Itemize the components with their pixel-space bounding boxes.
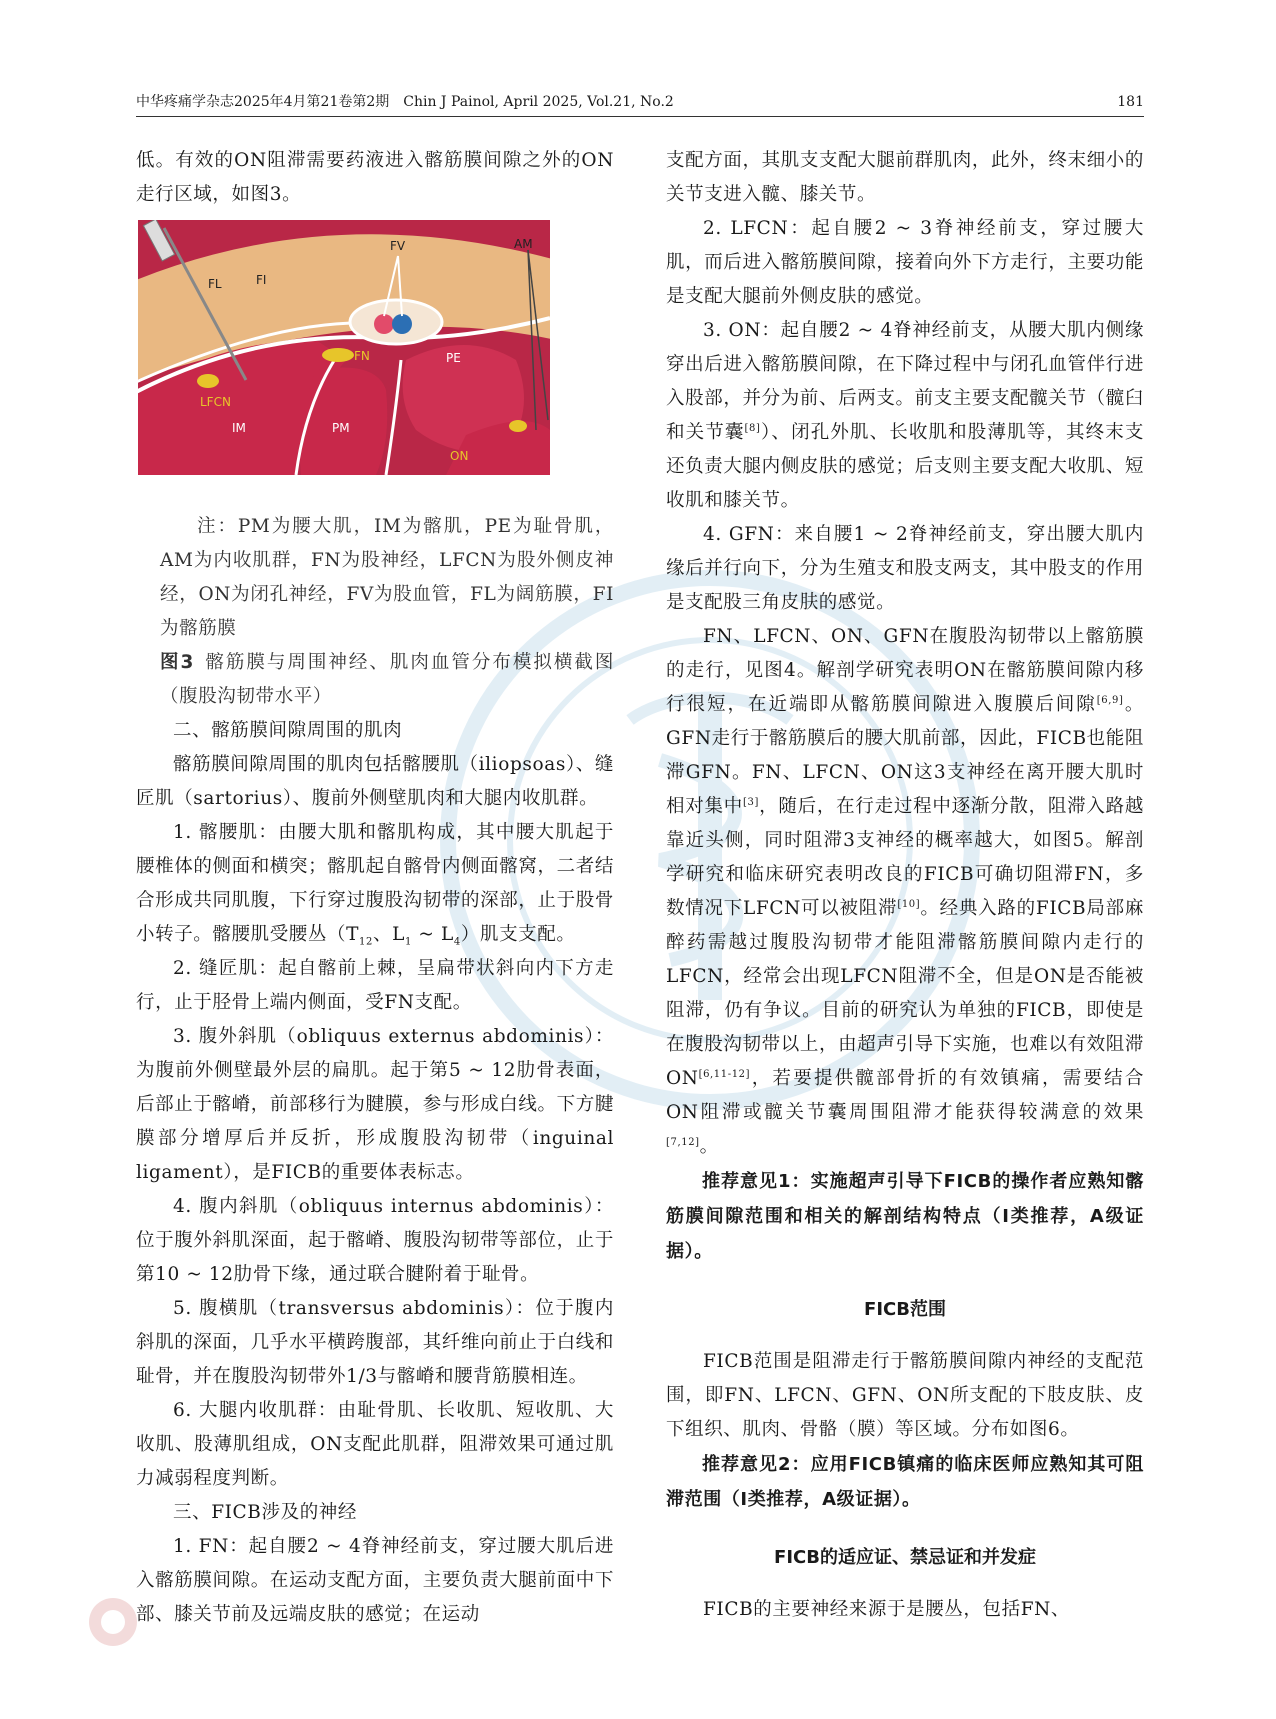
- label-pe: PE: [446, 351, 461, 365]
- label-on: ON: [450, 449, 469, 463]
- citation: [8]: [744, 422, 761, 434]
- label-fi: FI: [256, 273, 267, 287]
- paragraph: 4. GFN：来自腰1 ~ 2脊神经前支，穿出腰大肌内缘后并行向下，分为生殖支和股支两支，其中股支的作用是支配股三角皮肤的感觉。: [666, 524, 1144, 613]
- figure-3: [136, 220, 614, 714]
- femoral-vein: [392, 314, 412, 334]
- paragraph: 3. ON：起自腰2 ~ 4脊神经前支，从腰大肌内侧缘穿出后进入髂筋膜间隙，在下降过程中与闭孔血管伴行进入股部，并分为前、后两支。前支主要支配髋关节（髋臼和关节囊[8]）、闭孔外肌、长收肌和股薄肌等，其终末支还负责大腿内侧皮肤的感觉；后支则主要支配大收肌、短收肌和膝关节。: [666, 320, 1144, 511]
- paragraph: 6. 大腿内收肌群：由耻骨肌、长收肌、短收肌、大收肌、股薄肌组成，ON支配此肌群，阻滞效果可通过肌力减弱程度判断。: [136, 1400, 614, 1489]
- paragraph: FICB范围是阻滞走行于髂筋膜间隙内神经的支配范围，即FN、LFCN、GFN、ON所支配的下肢皮肤、皮下组织、肌肉、骨骼（膜）等区域。分布如图6。: [666, 1351, 1144, 1440]
- section-heading: 二、髂筋膜间隙周围的肌肉: [173, 720, 403, 741]
- label-fv: FV: [390, 239, 406, 253]
- paragraph: 髂筋膜间隙周围的肌肉包括髂腰肌（iliopsoas）、缝匠肌（sartorius）、腹前外侧壁肌肉和大腿内收肌群。: [136, 754, 614, 809]
- paragraph: 4. 腹内斜肌（obliquus internus abdominis）：位于腹外斜肌深面，起于髂嵴、腹股沟韧带等部位，止于第10 ~ 12肋骨下缘，通过联合腱附着于耻骨。: [136, 1196, 614, 1285]
- citation: [7,12]: [666, 1136, 700, 1148]
- recommendation-1: 推荐意见1：实施超声引导下FICB的操作者应熟知髂筋膜间隙范围和相关的解剖结构特点（Ⅰ类推荐，A级证据）。: [666, 1171, 1144, 1262]
- paragraph: 5. 腹横肌（transversus abdominis）：位于腹内斜肌的深面，几乎水平横跨腹部，其纤维向前止于白线和耻骨，并在腹股沟韧带外1/3与髂嵴和腰背筋膜相连。: [136, 1298, 614, 1387]
- anatomy-cross-section: [136, 220, 614, 510]
- paragraph: 1. 髂腰肌：由腰大肌和髂肌构成，其中腰大肌起于腰椎体的侧面和横突；髂肌起自髂骨内侧面髂窝，二者结合形成共同肌腹，下行穿过腹股沟韧带的深部，止于股骨小转子。髂腰肌受腰丛（$T_{12}$、$L_1$ ~ $L_4$）肌支支配。: [136, 822, 614, 948]
- paragraph: FN、LFCN、ON、GFN在腹股沟韧带以上髂筋膜的走行，见图4。解剖学研究表明ON在髂筋膜间隙内移行很短，在近端即从髂筋膜间隙进入腹膜后间隙[6,9]。GFN走行于髂筋膜后的腰大肌前部，因此，FICB也能阻滞GFN。FN、LFCN、ON这3支神经在离开腰大肌时相对集中[3]，随后，在行走过程中逐渐分散，阻滞入路越靠近头侧，同时阻滞3支神经的概率越大，如图5。解剖学研究和临床研究表明改良的FICB可确切阻滞FN，多数情况下LFCN可以被阻滞[10]。经典入路的FICB局部麻醉药需越过腹股沟韧带才能阻滞髂筋膜间隙内走行的LFCN，经常会出现LFCN阻滞不全，但是ON是否能被阻滞，仍有争议。目前的研究认为单独的FICB，即使是在腹股沟韧带以上，由超声引导下实施，也难以有效阻滞ON[6,11-12]，若要提供髋部骨折的有效镇痛，需要结合ON阻滞或髋关节囊周围阻滞才能获得较满意的效果[7,12]。: [666, 626, 1144, 1157]
- obturator-nerve: [509, 420, 527, 432]
- citation: [3]: [743, 796, 759, 808]
- paragraph: 低。有效的ON阻滞需要药液进入髂筋膜间隙之外的ON走行区域，如图3。: [136, 150, 614, 205]
- paragraph: 1. FN：起自腰2 ~ 4脊神经前支，穿过腰大肌后进入髂筋膜间隙。在运动支配方面，主要负责大腿前面中下部、膝关节前及远端皮肤的感觉；在运动: [136, 1536, 614, 1625]
- figure-caption-text: 髂筋膜与周围神经、肌肉血管分布模拟横截图（腹股沟韧带水平）: [160, 652, 614, 707]
- label-pm: PM: [332, 421, 350, 435]
- citation: [10]: [897, 898, 921, 910]
- paragraph: 3. 腹外斜肌（obliquus externus abdominis）：为腹前外侧壁最外层的扁肌。起于第5 ~ 12肋骨表面，后部止于髂嵴，前部移行为腱膜，参与形成白线。下方腱膜部分增厚后并反折，形成腹股沟韧带（inguinal ligament），是FICB的重要体表标志。: [136, 1026, 614, 1183]
- femoral-artery: [374, 314, 394, 334]
- citation: [6,9]: [1096, 694, 1124, 706]
- section-heading: 三、FICB涉及的神经: [173, 1502, 357, 1523]
- journal-citation: 中华疼痛学杂志2025年4月第21卷第2期 Chin J Painol, April 2025, Vol.21, No.2: [136, 94, 674, 110]
- femoral-nerve: [322, 348, 354, 362]
- section-heading-indications: FICB的适应证、禁忌证和并发症: [774, 1547, 1036, 1568]
- left-column: [136, 144, 614, 1632]
- paragraph: 2. LFCN：起自腰2 ~ 3脊神经前支，穿过腰大肌，而后进入髂筋膜间隙，接着向外下方走行，主要功能是支配大腿前外侧皮肤的感觉。: [666, 218, 1144, 307]
- publisher-logo: [86, 1595, 140, 1649]
- label-im: IM: [232, 421, 246, 435]
- page-number: 181: [1117, 94, 1144, 110]
- section-heading-scope: FICB范围: [864, 1299, 946, 1320]
- paragraph: 支配方面，其肌支支配大腿前群肌肉，此外，终末细小的关节支进入髋、膝关节。: [666, 150, 1144, 205]
- label-fl: FL: [208, 277, 222, 291]
- label-am: AM: [514, 237, 533, 251]
- recommendation-2: 推荐意见2：应用FICB镇痛的临床医师应熟知其可阻滞范围（Ⅰ类推荐，A级证据）。: [666, 1454, 1144, 1510]
- paragraph: FICB的主要神经来源于是腰丛，包括FN、: [703, 1599, 1071, 1620]
- label-lfcn: LFCN: [200, 395, 231, 409]
- lfcn-nerve: [197, 374, 219, 388]
- paragraph: 2. 缝匠肌：起自髂前上棘，呈扁带状斜向内下方走行，止于胫骨上端内侧面，受FN支配。: [136, 958, 614, 1013]
- right-column: [666, 144, 1144, 1627]
- figure-caption: [136, 646, 614, 714]
- figure-label: 图3: [160, 652, 194, 673]
- citation: [6,11-12]: [698, 1068, 751, 1080]
- label-fn: FN: [354, 349, 370, 363]
- running-head: [136, 92, 1144, 117]
- figure-note: 注：PM为腰大肌，IM为髂肌，PE为耻骨肌，AM为内收肌群，FN为股神经，LFCN为股外侧皮神经，ON为闭孔神经，FV为股血管，FL为阔筋膜，FI为髂筋膜: [160, 516, 614, 639]
